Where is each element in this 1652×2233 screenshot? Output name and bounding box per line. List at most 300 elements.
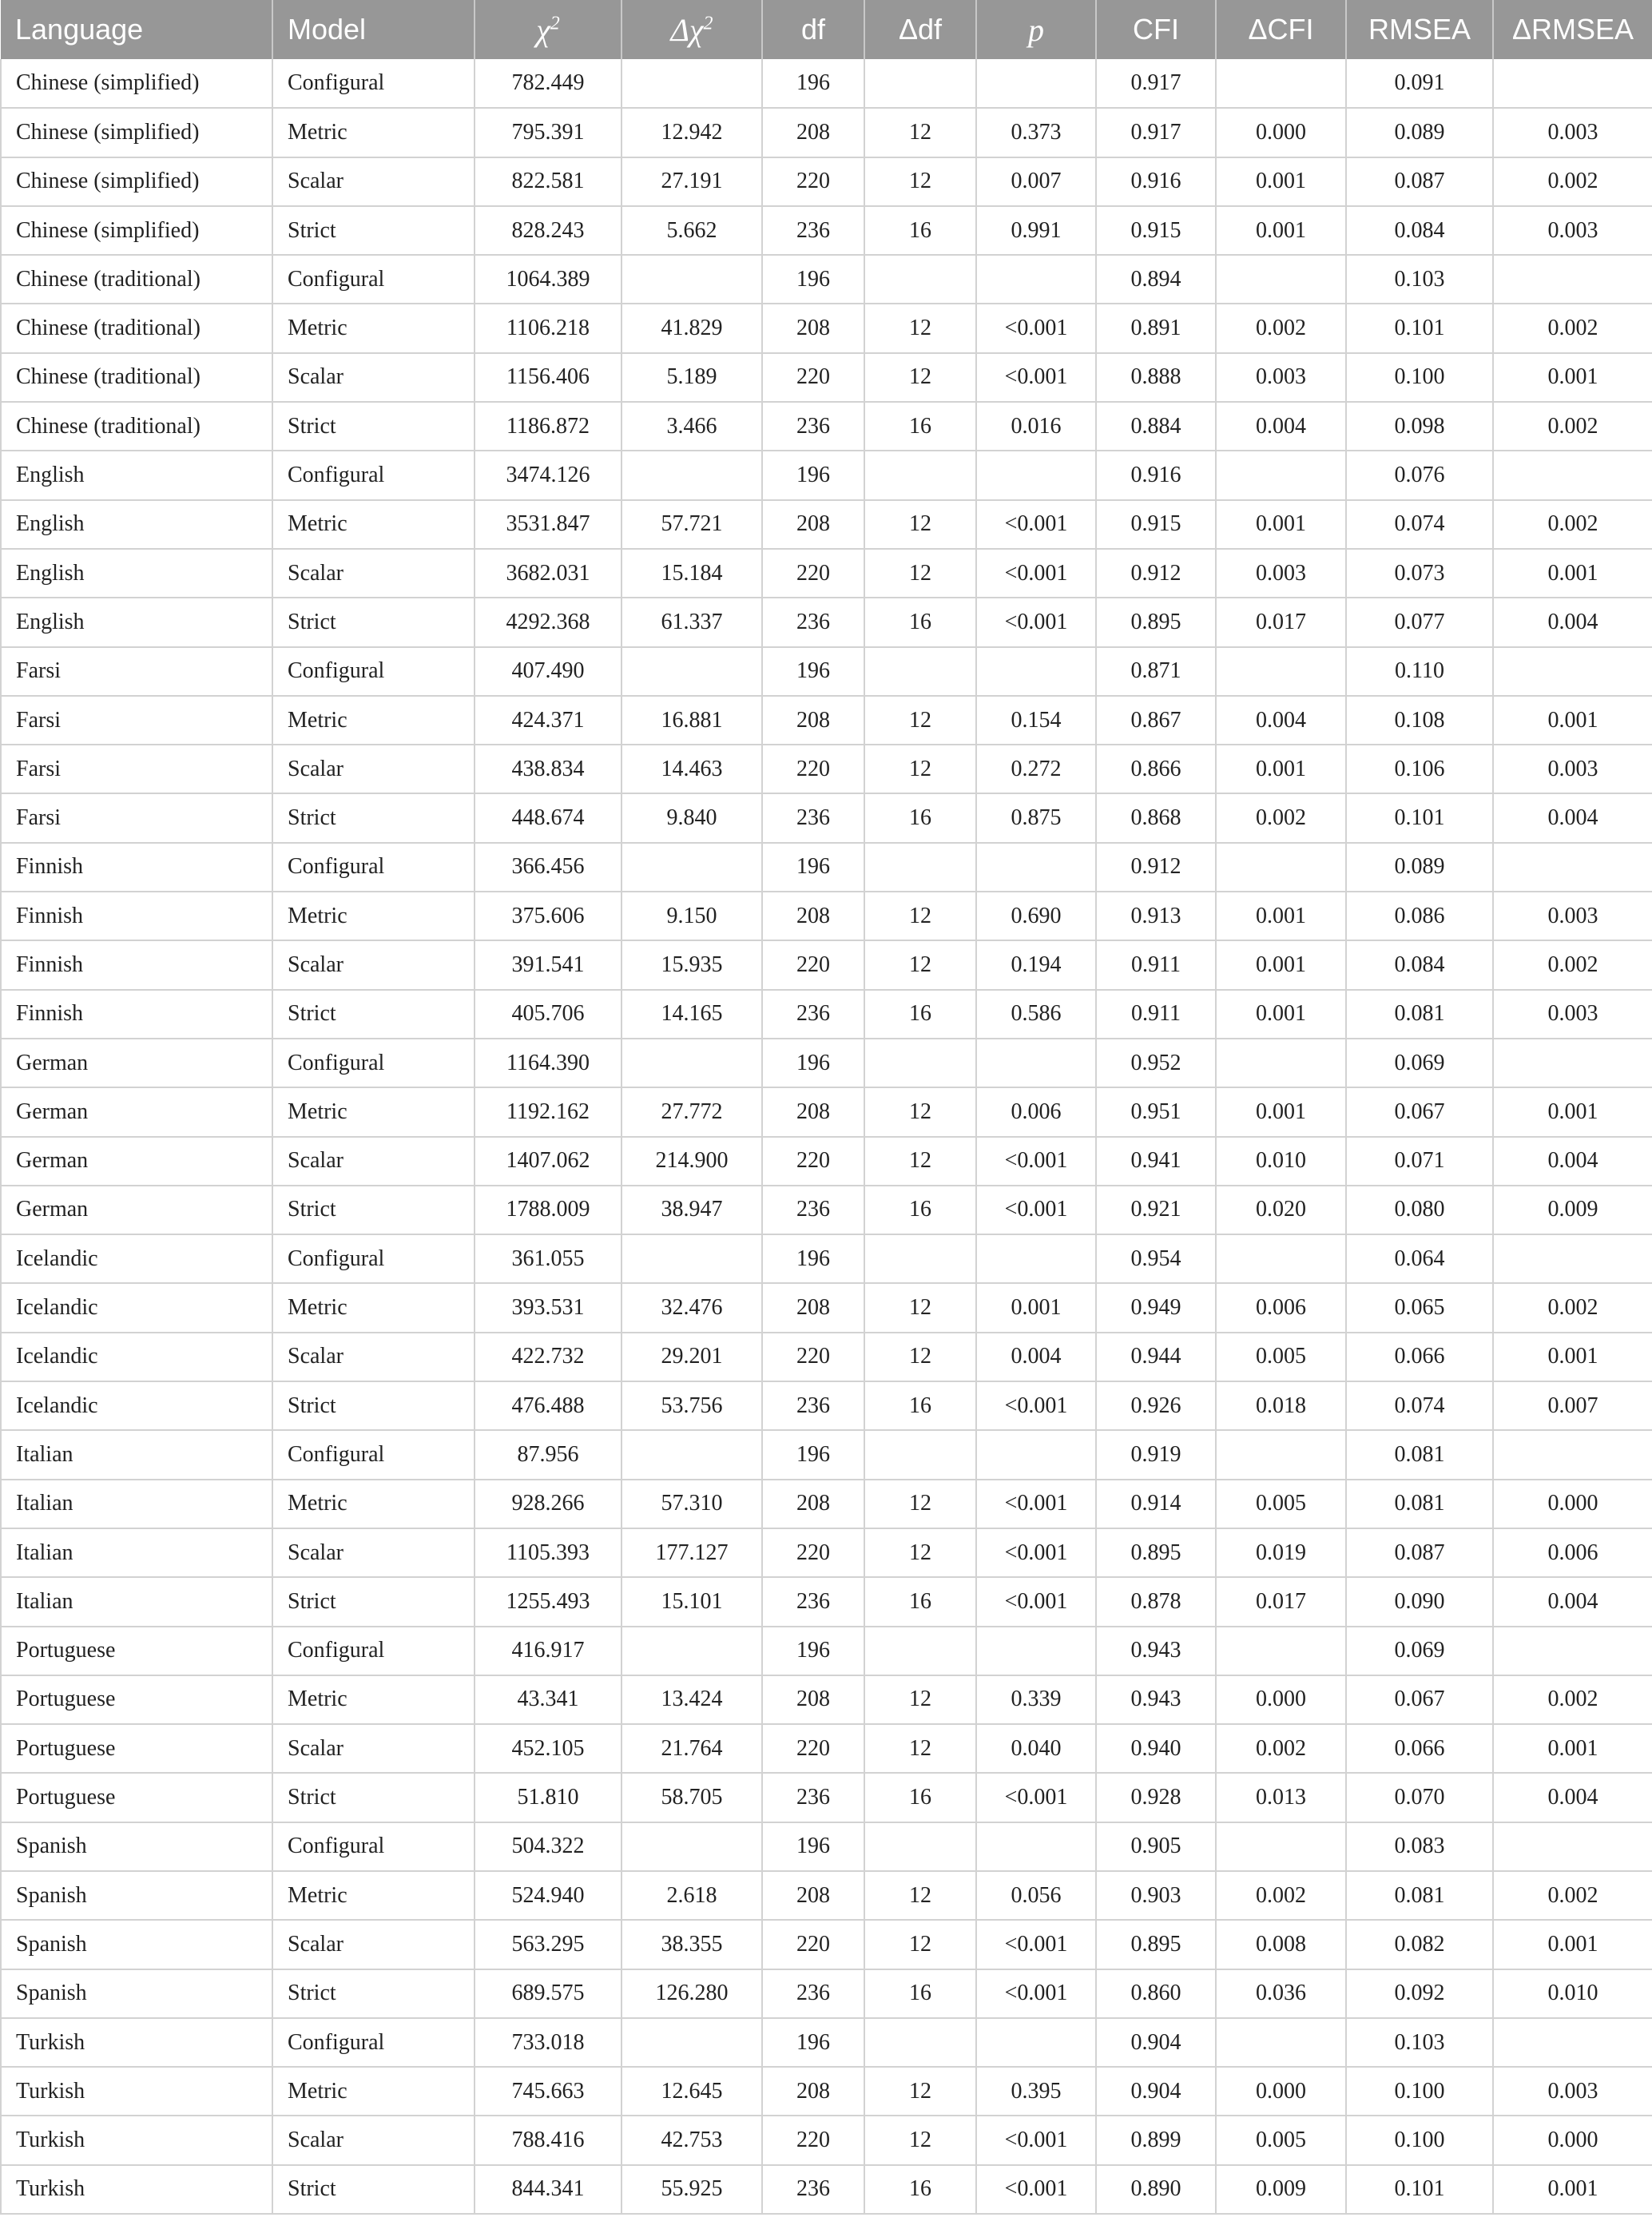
- cell-language: Italian: [1, 1528, 272, 1577]
- cell-delta-chi2: 5.189: [621, 353, 762, 402]
- cell-cfi: 0.912: [1096, 843, 1216, 892]
- cell-delta-rmsea: [1493, 2018, 1652, 2067]
- cell-model: Strict: [272, 1969, 475, 2018]
- cell-delta-rmsea: 0.006: [1493, 1528, 1652, 1577]
- cell-df: 220: [762, 1528, 864, 1577]
- cell-delta-df: 16: [864, 2165, 976, 2214]
- cell-delta-df: 16: [864, 1577, 976, 1626]
- cell-delta-df: 12: [864, 1480, 976, 1528]
- cell-df: 220: [762, 2116, 864, 2164]
- cell-delta-cfi: 0.036: [1216, 1969, 1346, 2018]
- col-delta-df: Δdf: [864, 0, 976, 59]
- col-chi2: [475, 0, 621, 59]
- cell-cfi: 0.943: [1096, 1675, 1216, 1724]
- cell-language: Farsi: [1, 745, 272, 793]
- cell-delta-df: 12: [864, 892, 976, 940]
- cell-chi2: 795.391: [475, 108, 621, 157]
- cell-delta-rmsea: 0.002: [1493, 1283, 1652, 1332]
- cell-chi2: 391.541: [475, 940, 621, 989]
- cell-model: Scalar: [272, 940, 475, 989]
- cell-df: 236: [762, 990, 864, 1039]
- cell-cfi: 0.884: [1096, 402, 1216, 451]
- cell-model: Strict: [272, 598, 475, 646]
- cell-df: 208: [762, 2067, 864, 2116]
- cell-delta-cfi: 0.017: [1216, 1577, 1346, 1626]
- cell-cfi: 0.891: [1096, 304, 1216, 352]
- cell-language: English: [1, 598, 272, 646]
- cell-delta-rmsea: 0.001: [1493, 2165, 1652, 2214]
- cell-delta-cfi: 0.001: [1216, 500, 1346, 549]
- cell-delta-df: 16: [864, 1381, 976, 1430]
- cell-p: [976, 2018, 1096, 2067]
- cell-delta-chi2: 42.753: [621, 2116, 762, 2164]
- cell-rmsea: 0.089: [1346, 843, 1493, 892]
- cell-language: German: [1, 1186, 272, 1234]
- cell-df: 220: [762, 1137, 864, 1186]
- cell-delta-cfi: 0.004: [1216, 402, 1346, 451]
- cell-delta-df: 12: [864, 353, 976, 402]
- cell-delta-df: 12: [864, 1333, 976, 1381]
- cell-df: 220: [762, 940, 864, 989]
- cell-chi2: 87.956: [475, 1430, 621, 1479]
- cell-rmsea: 0.069: [1346, 1039, 1493, 1087]
- cell-rmsea: 0.092: [1346, 1969, 1493, 2018]
- table-row: [1, 353, 1652, 402]
- cell-chi2: 504.322: [475, 1822, 621, 1871]
- cell-p: <0.001: [976, 1920, 1096, 1969]
- cell-df: 208: [762, 304, 864, 352]
- cell-df: 196: [762, 843, 864, 892]
- cell-cfi: 0.917: [1096, 59, 1216, 108]
- cell-delta-rmsea: 0.002: [1493, 1871, 1652, 1920]
- cell-delta-cfi: 0.000: [1216, 2067, 1346, 2116]
- cell-delta-rmsea: 0.001: [1493, 1333, 1652, 1381]
- cell-chi2: 448.674: [475, 793, 621, 842]
- cell-model: Configural: [272, 1627, 475, 1675]
- cell-delta-rmsea: 0.000: [1493, 2116, 1652, 2164]
- cell-cfi: 0.952: [1096, 1039, 1216, 1087]
- cell-delta-cfi: 0.002: [1216, 304, 1346, 352]
- cell-delta-df: 12: [864, 1137, 976, 1186]
- cell-delta-rmsea: 0.003: [1493, 206, 1652, 255]
- cell-cfi: 0.917: [1096, 108, 1216, 157]
- cell-model: Strict: [272, 206, 475, 255]
- table-row: [1, 1577, 1652, 1626]
- cell-rmsea: 0.087: [1346, 157, 1493, 206]
- cell-rmsea: 0.086: [1346, 892, 1493, 940]
- cell-delta-cfi: 0.000: [1216, 1675, 1346, 1724]
- cell-delta-rmsea: [1493, 255, 1652, 304]
- cell-rmsea: 0.106: [1346, 745, 1493, 793]
- cell-delta-df: 16: [864, 793, 976, 842]
- cell-cfi: 0.944: [1096, 1333, 1216, 1381]
- cell-model: Configural: [272, 1822, 475, 1871]
- cell-model: Configural: [272, 843, 475, 892]
- cell-p: 0.339: [976, 1675, 1096, 1724]
- table-row: [1, 1773, 1652, 1822]
- cell-delta-cfi: 0.000: [1216, 108, 1346, 157]
- cell-delta-rmsea: 0.007: [1493, 1381, 1652, 1430]
- cell-model: Configural: [272, 1039, 475, 1087]
- cell-delta-rmsea: 0.002: [1493, 1675, 1652, 1724]
- cell-p: [976, 647, 1096, 696]
- cell-delta-df: 12: [864, 500, 976, 549]
- cell-rmsea: 0.076: [1346, 451, 1493, 499]
- cell-rmsea: 0.081: [1346, 1871, 1493, 1920]
- cell-chi2: 3474.126: [475, 451, 621, 499]
- cell-chi2: 424.371: [475, 696, 621, 745]
- cell-delta-cfi: [1216, 59, 1346, 108]
- cell-df: 236: [762, 206, 864, 255]
- table-row: [1, 108, 1652, 157]
- cell-model: Strict: [272, 402, 475, 451]
- cell-df: 196: [762, 1234, 864, 1283]
- cell-cfi: 0.899: [1096, 2116, 1216, 2164]
- cell-df: 236: [762, 598, 864, 646]
- cell-chi2: 1064.389: [475, 255, 621, 304]
- cell-delta-df: [864, 647, 976, 696]
- cell-model: Configural: [272, 647, 475, 696]
- cell-p: <0.001: [976, 1577, 1096, 1626]
- cell-chi2: 928.266: [475, 1480, 621, 1528]
- cell-delta-df: 12: [864, 2067, 976, 2116]
- cell-rmsea: 0.108: [1346, 696, 1493, 745]
- cell-cfi: 0.868: [1096, 793, 1216, 842]
- cell-language: German: [1, 1137, 272, 1186]
- cell-chi2: 1106.218: [475, 304, 621, 352]
- cell-chi2: 1192.162: [475, 1087, 621, 1136]
- cell-rmsea: 0.081: [1346, 1430, 1493, 1479]
- cell-cfi: 0.905: [1096, 1822, 1216, 1871]
- cell-p: 0.016: [976, 402, 1096, 451]
- cell-model: Metric: [272, 1480, 475, 1528]
- cell-chi2: 1255.493: [475, 1577, 621, 1626]
- cell-p: 0.001: [976, 1283, 1096, 1332]
- table-row: [1, 1137, 1652, 1186]
- table-row: [1, 745, 1652, 793]
- cell-model: Metric: [272, 2067, 475, 2116]
- cell-df: 220: [762, 549, 864, 598]
- cell-delta-df: [864, 1822, 976, 1871]
- cell-chi2: 828.243: [475, 206, 621, 255]
- cell-chi2: 689.575: [475, 1969, 621, 2018]
- col-p: p: [976, 0, 1096, 59]
- cell-rmsea: 0.101: [1346, 793, 1493, 842]
- cell-delta-df: [864, 255, 976, 304]
- cell-delta-df: 12: [864, 108, 976, 157]
- cell-chi2: 416.917: [475, 1627, 621, 1675]
- cell-model: Scalar: [272, 157, 475, 206]
- table-row: [1, 940, 1652, 989]
- cell-p: <0.001: [976, 500, 1096, 549]
- cell-model: Metric: [272, 108, 475, 157]
- cell-rmsea: 0.101: [1346, 2165, 1493, 2214]
- cell-language: Italian: [1, 1480, 272, 1528]
- cell-delta-cfi: 0.013: [1216, 1773, 1346, 1822]
- cell-delta-df: 12: [864, 1528, 976, 1577]
- cell-p: <0.001: [976, 1528, 1096, 1577]
- cell-chi2: 476.488: [475, 1381, 621, 1430]
- cell-delta-df: 12: [864, 157, 976, 206]
- cell-model: Configural: [272, 255, 475, 304]
- cell-model: Metric: [272, 696, 475, 745]
- cell-delta-chi2: 214.900: [621, 1137, 762, 1186]
- cell-model: Strict: [272, 1186, 475, 1234]
- cell-language: German: [1, 1087, 272, 1136]
- cell-df: 236: [762, 402, 864, 451]
- cell-delta-df: [864, 1430, 976, 1479]
- cell-df: 220: [762, 157, 864, 206]
- cell-chi2: 1788.009: [475, 1186, 621, 1234]
- cell-cfi: 0.866: [1096, 745, 1216, 793]
- cell-delta-cfi: 0.017: [1216, 598, 1346, 646]
- cell-p: [976, 1627, 1096, 1675]
- table-row: [1, 1920, 1652, 1969]
- cell-language: Italian: [1, 1430, 272, 1479]
- cell-p: [976, 1822, 1096, 1871]
- cell-model: Strict: [272, 2165, 475, 2214]
- cell-delta-rmsea: [1493, 1430, 1652, 1479]
- cell-rmsea: 0.098: [1346, 402, 1493, 451]
- cell-cfi: 0.915: [1096, 206, 1216, 255]
- cell-df: 220: [762, 745, 864, 793]
- table-row: [1, 1822, 1652, 1871]
- cell-delta-chi2: [621, 255, 762, 304]
- cell-language: Chinese (traditional): [1, 304, 272, 352]
- cell-model: Configural: [272, 2018, 475, 2067]
- cell-delta-cfi: [1216, 1430, 1346, 1479]
- cell-language: English: [1, 500, 272, 549]
- cell-language: Spanish: [1, 1871, 272, 1920]
- cell-delta-chi2: 29.201: [621, 1333, 762, 1381]
- cell-model: Scalar: [272, 1724, 475, 1773]
- cell-language: Chinese (traditional): [1, 255, 272, 304]
- cell-language: German: [1, 1039, 272, 1087]
- cell-p: 0.194: [976, 940, 1096, 989]
- cell-cfi: 0.888: [1096, 353, 1216, 402]
- table-row: [1, 1087, 1652, 1136]
- cell-delta-chi2: 14.463: [621, 745, 762, 793]
- cell-model: Metric: [272, 1675, 475, 1724]
- table-row: [1, 1234, 1652, 1283]
- table-row: [1, 696, 1652, 745]
- cell-delta-chi2: 38.355: [621, 1920, 762, 1969]
- cell-cfi: 0.904: [1096, 2018, 1216, 2067]
- cell-rmsea: 0.082: [1346, 1920, 1493, 1969]
- cell-p: <0.001: [976, 1773, 1096, 1822]
- cell-delta-cfi: 0.001: [1216, 990, 1346, 1039]
- cell-language: Finnish: [1, 990, 272, 1039]
- table-row: [1, 1039, 1652, 1087]
- cell-delta-chi2: 15.935: [621, 940, 762, 989]
- cell-p: <0.001: [976, 1186, 1096, 1234]
- cell-chi2: 1164.390: [475, 1039, 621, 1087]
- table-row: [1, 647, 1652, 696]
- table-row: [1, 255, 1652, 304]
- cell-delta-rmsea: 0.004: [1493, 1773, 1652, 1822]
- cell-delta-rmsea: 0.004: [1493, 598, 1652, 646]
- cell-delta-cfi: [1216, 2018, 1346, 2067]
- cell-delta-chi2: 12.645: [621, 2067, 762, 2116]
- cell-rmsea: 0.069: [1346, 1627, 1493, 1675]
- cell-delta-chi2: 38.947: [621, 1186, 762, 1234]
- col-rmsea: RMSEA: [1346, 0, 1493, 59]
- cell-language: Farsi: [1, 793, 272, 842]
- cell-p: <0.001: [976, 1969, 1096, 2018]
- cell-rmsea: 0.084: [1346, 940, 1493, 989]
- cell-delta-chi2: 27.772: [621, 1087, 762, 1136]
- cell-df: 196: [762, 59, 864, 108]
- cell-rmsea: 0.070: [1346, 1773, 1493, 1822]
- cell-language: Chinese (traditional): [1, 402, 272, 451]
- cell-p: <0.001: [976, 598, 1096, 646]
- col-cfi: CFI: [1096, 0, 1216, 59]
- cell-delta-cfi: 0.005: [1216, 1480, 1346, 1528]
- cell-cfi: 0.940: [1096, 1724, 1216, 1773]
- cell-delta-rmsea: 0.003: [1493, 990, 1652, 1039]
- cell-language: Chinese (simplified): [1, 59, 272, 108]
- cell-p: 0.154: [976, 696, 1096, 745]
- cell-delta-chi2: 15.184: [621, 549, 762, 598]
- cell-language: Italian: [1, 1577, 272, 1626]
- cell-chi2: 822.581: [475, 157, 621, 206]
- cell-delta-rmsea: 0.001: [1493, 1920, 1652, 1969]
- cell-delta-df: 12: [864, 1871, 976, 1920]
- cell-model: Scalar: [272, 1920, 475, 1969]
- cell-delta-df: 12: [864, 549, 976, 598]
- cell-df: 208: [762, 696, 864, 745]
- cell-model: Strict: [272, 1381, 475, 1430]
- cell-delta-cfi: 0.005: [1216, 1333, 1346, 1381]
- cell-delta-df: 12: [864, 940, 976, 989]
- table-row: [1, 59, 1652, 108]
- cell-language: Icelandic: [1, 1333, 272, 1381]
- cell-delta-cfi: [1216, 255, 1346, 304]
- table-row: [1, 402, 1652, 451]
- cell-rmsea: 0.067: [1346, 1087, 1493, 1136]
- table-row: [1, 1430, 1652, 1479]
- cell-delta-cfi: 0.019: [1216, 1528, 1346, 1577]
- cell-delta-rmsea: 0.004: [1493, 793, 1652, 842]
- cell-delta-df: [864, 1234, 976, 1283]
- cell-delta-cfi: 0.004: [1216, 696, 1346, 745]
- cell-language: Icelandic: [1, 1381, 272, 1430]
- col-df: df: [762, 0, 864, 59]
- cell-language: Portuguese: [1, 1773, 272, 1822]
- cell-delta-df: [864, 451, 976, 499]
- table-row: [1, 1528, 1652, 1577]
- cell-p: <0.001: [976, 1480, 1096, 1528]
- cell-chi2: 361.055: [475, 1234, 621, 1283]
- cell-cfi: 0.914: [1096, 1480, 1216, 1528]
- cell-chi2: 51.810: [475, 1773, 621, 1822]
- cell-delta-chi2: [621, 1234, 762, 1283]
- chi2-superscript: 2: [550, 13, 560, 34]
- cell-delta-df: 16: [864, 1773, 976, 1822]
- cell-p: 0.006: [976, 1087, 1096, 1136]
- cell-language: Finnish: [1, 843, 272, 892]
- cell-df: 220: [762, 353, 864, 402]
- cell-p: 0.056: [976, 1871, 1096, 1920]
- table-row: [1, 2067, 1652, 2116]
- cell-delta-chi2: 3.466: [621, 402, 762, 451]
- cell-delta-rmsea: [1493, 1627, 1652, 1675]
- cell-chi2: 844.341: [475, 2165, 621, 2214]
- cell-model: Metric: [272, 500, 475, 549]
- cell-model: Metric: [272, 1087, 475, 1136]
- delta-chi2-superscript: 2: [703, 13, 713, 34]
- cell-chi2: 366.456: [475, 843, 621, 892]
- cell-delta-rmsea: 0.001: [1493, 1087, 1652, 1136]
- cell-delta-cfi: [1216, 1822, 1346, 1871]
- cell-delta-df: [864, 843, 976, 892]
- cell-rmsea: 0.110: [1346, 647, 1493, 696]
- cell-cfi: 0.871: [1096, 647, 1216, 696]
- cell-df: 196: [762, 255, 864, 304]
- cell-chi2: 1105.393: [475, 1528, 621, 1577]
- cell-delta-chi2: 126.280: [621, 1969, 762, 2018]
- cell-model: Scalar: [272, 1137, 475, 1186]
- cell-rmsea: 0.103: [1346, 2018, 1493, 2067]
- cell-language: Finnish: [1, 892, 272, 940]
- cell-delta-chi2: 16.881: [621, 696, 762, 745]
- cell-language: Turkish: [1, 2018, 272, 2067]
- cell-delta-cfi: 0.010: [1216, 1137, 1346, 1186]
- cell-df: 208: [762, 892, 864, 940]
- cell-language: Chinese (traditional): [1, 353, 272, 402]
- cell-model: Scalar: [272, 2116, 475, 2164]
- cell-delta-cfi: [1216, 1627, 1346, 1675]
- cell-delta-df: 16: [864, 990, 976, 1039]
- cell-delta-df: 16: [864, 206, 976, 255]
- cell-cfi: 0.912: [1096, 549, 1216, 598]
- cell-p: [976, 1039, 1096, 1087]
- cell-delta-cfi: 0.002: [1216, 1724, 1346, 1773]
- cell-rmsea: 0.081: [1346, 990, 1493, 1039]
- cell-delta-rmsea: 0.001: [1493, 696, 1652, 745]
- col-model: Model: [272, 0, 475, 59]
- cell-model: Strict: [272, 1773, 475, 1822]
- cell-model: Metric: [272, 304, 475, 352]
- cell-p: [976, 59, 1096, 108]
- cell-delta-df: 16: [864, 402, 976, 451]
- cell-model: Metric: [272, 1871, 475, 1920]
- cell-df: 208: [762, 108, 864, 157]
- cell-language: Chinese (simplified): [1, 157, 272, 206]
- cell-delta-cfi: [1216, 1234, 1346, 1283]
- table-row: [1, 2018, 1652, 2067]
- cell-language: Farsi: [1, 696, 272, 745]
- cell-model: Strict: [272, 1577, 475, 1626]
- table-row: [1, 1283, 1652, 1332]
- cell-delta-cfi: 0.001: [1216, 745, 1346, 793]
- cell-chi2: 4292.368: [475, 598, 621, 646]
- cell-chi2: 1407.062: [475, 1137, 621, 1186]
- cell-delta-chi2: 57.721: [621, 500, 762, 549]
- cell-p: [976, 843, 1096, 892]
- table-row: [1, 304, 1652, 352]
- cell-df: 220: [762, 1920, 864, 1969]
- cell-chi2: 3531.847: [475, 500, 621, 549]
- cell-rmsea: 0.100: [1346, 2116, 1493, 2164]
- cell-rmsea: 0.067: [1346, 1675, 1493, 1724]
- cell-rmsea: 0.071: [1346, 1137, 1493, 1186]
- table-row: [1, 2165, 1652, 2214]
- cell-delta-chi2: 15.101: [621, 1577, 762, 1626]
- cell-delta-df: 16: [864, 1186, 976, 1234]
- table-body: [1, 59, 1652, 2214]
- cell-p: 0.373: [976, 108, 1096, 157]
